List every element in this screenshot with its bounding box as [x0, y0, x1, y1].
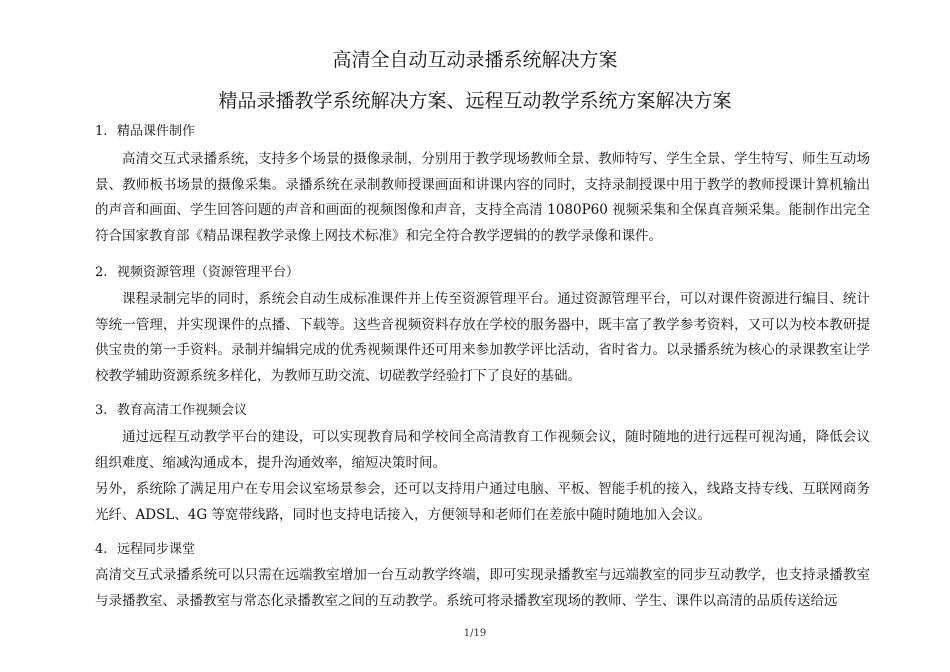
section-heading-3: 3. 教育高清工作视频会议 — [95, 403, 248, 418]
section-3-paragraph-1: 通过远程互动教学平台的建设，可以实现教育局和学校间全高清教育工作视频会议，随时随地的进行远程可视沟通，降低会议组织难度、缩减沟通成本，提升沟通效率，缩短决策时间。 — [95, 429, 870, 471]
section-2-paragraph: 课程录制完毕的同时，系统会自动生成标准课件并上传至资源管理平台。通过资源管理平台，可以对课件资源进行编目、统计等统一管理，并实现课件的点播、下载等。这些音视频资料存放在学校的服务器中，既丰富了教学参考资料，又可以为校本教研提供宝贵的第一手资料。录制并编辑完成的优秀视频课件还可用来参加教学评比活动，省时省力。以录播系统为核心的录课教室让学校教学辅助资源系统多样化，为教师互助交流、切磋教学经验打下了良好的基础。 — [95, 291, 870, 384]
document-title: 高清全自动互动录播系统解决方案 — [332, 49, 618, 71]
document-subtitle: 精品录播教学系统解决方案、远程互动教学系统方案解决方案 — [218, 90, 732, 112]
section-3-paragraph-2: 另外，系统除了满足用户在专用会议室场景参会，还可以支持用户通过电脑、平板、智能手机的接入，线路支持专线、互联网商务光纤、ADSL、4G 等宽带线路，同时也支持电话接入，方便领导和老师们在差旅中随时随地加入会议。 — [95, 481, 870, 523]
section-heading-4: 4. 远程同步课堂 — [95, 542, 196, 557]
page-number: 1/19 — [463, 628, 487, 639]
section-1-paragraph: 高清交互式录播系统，支持多个场景的摄像录制，分别用于教学现场教师全景、教师特写、学生全景、学生特写、师生互动场景、教师板书场景的摄像采集。录播系统在录制教师授课画面和讲课内容的同时，支持录制授课中用于教学的教师授课计算机输出的声音和画面、学生回答问题的声音和画面的视频图像和声音，支持全高清 1080P60 视频采集和全保真音频采集。能制作出完全符合国家教育部《精品课程教学录像上网技术标准》和完全符合教学逻辑的的教学录像和课件。 — [95, 151, 870, 244]
section-4-paragraph: 高清交互式录播系统可以只需在远端教室增加一台互动教学终端，即可实现录播教室与远端教室的同步互动教学，也支持录播教室与录播教室、录播教室与常态化录播教室之间的互动教学。系统可将录播教室现场的教师、学生、课件以高清的品质传送给远 — [95, 567, 870, 609]
section-heading-1: 1. 精品课件制作 — [95, 124, 196, 139]
section-heading-2: 2. 视频资源管理（资源管理平台） — [95, 265, 300, 280]
